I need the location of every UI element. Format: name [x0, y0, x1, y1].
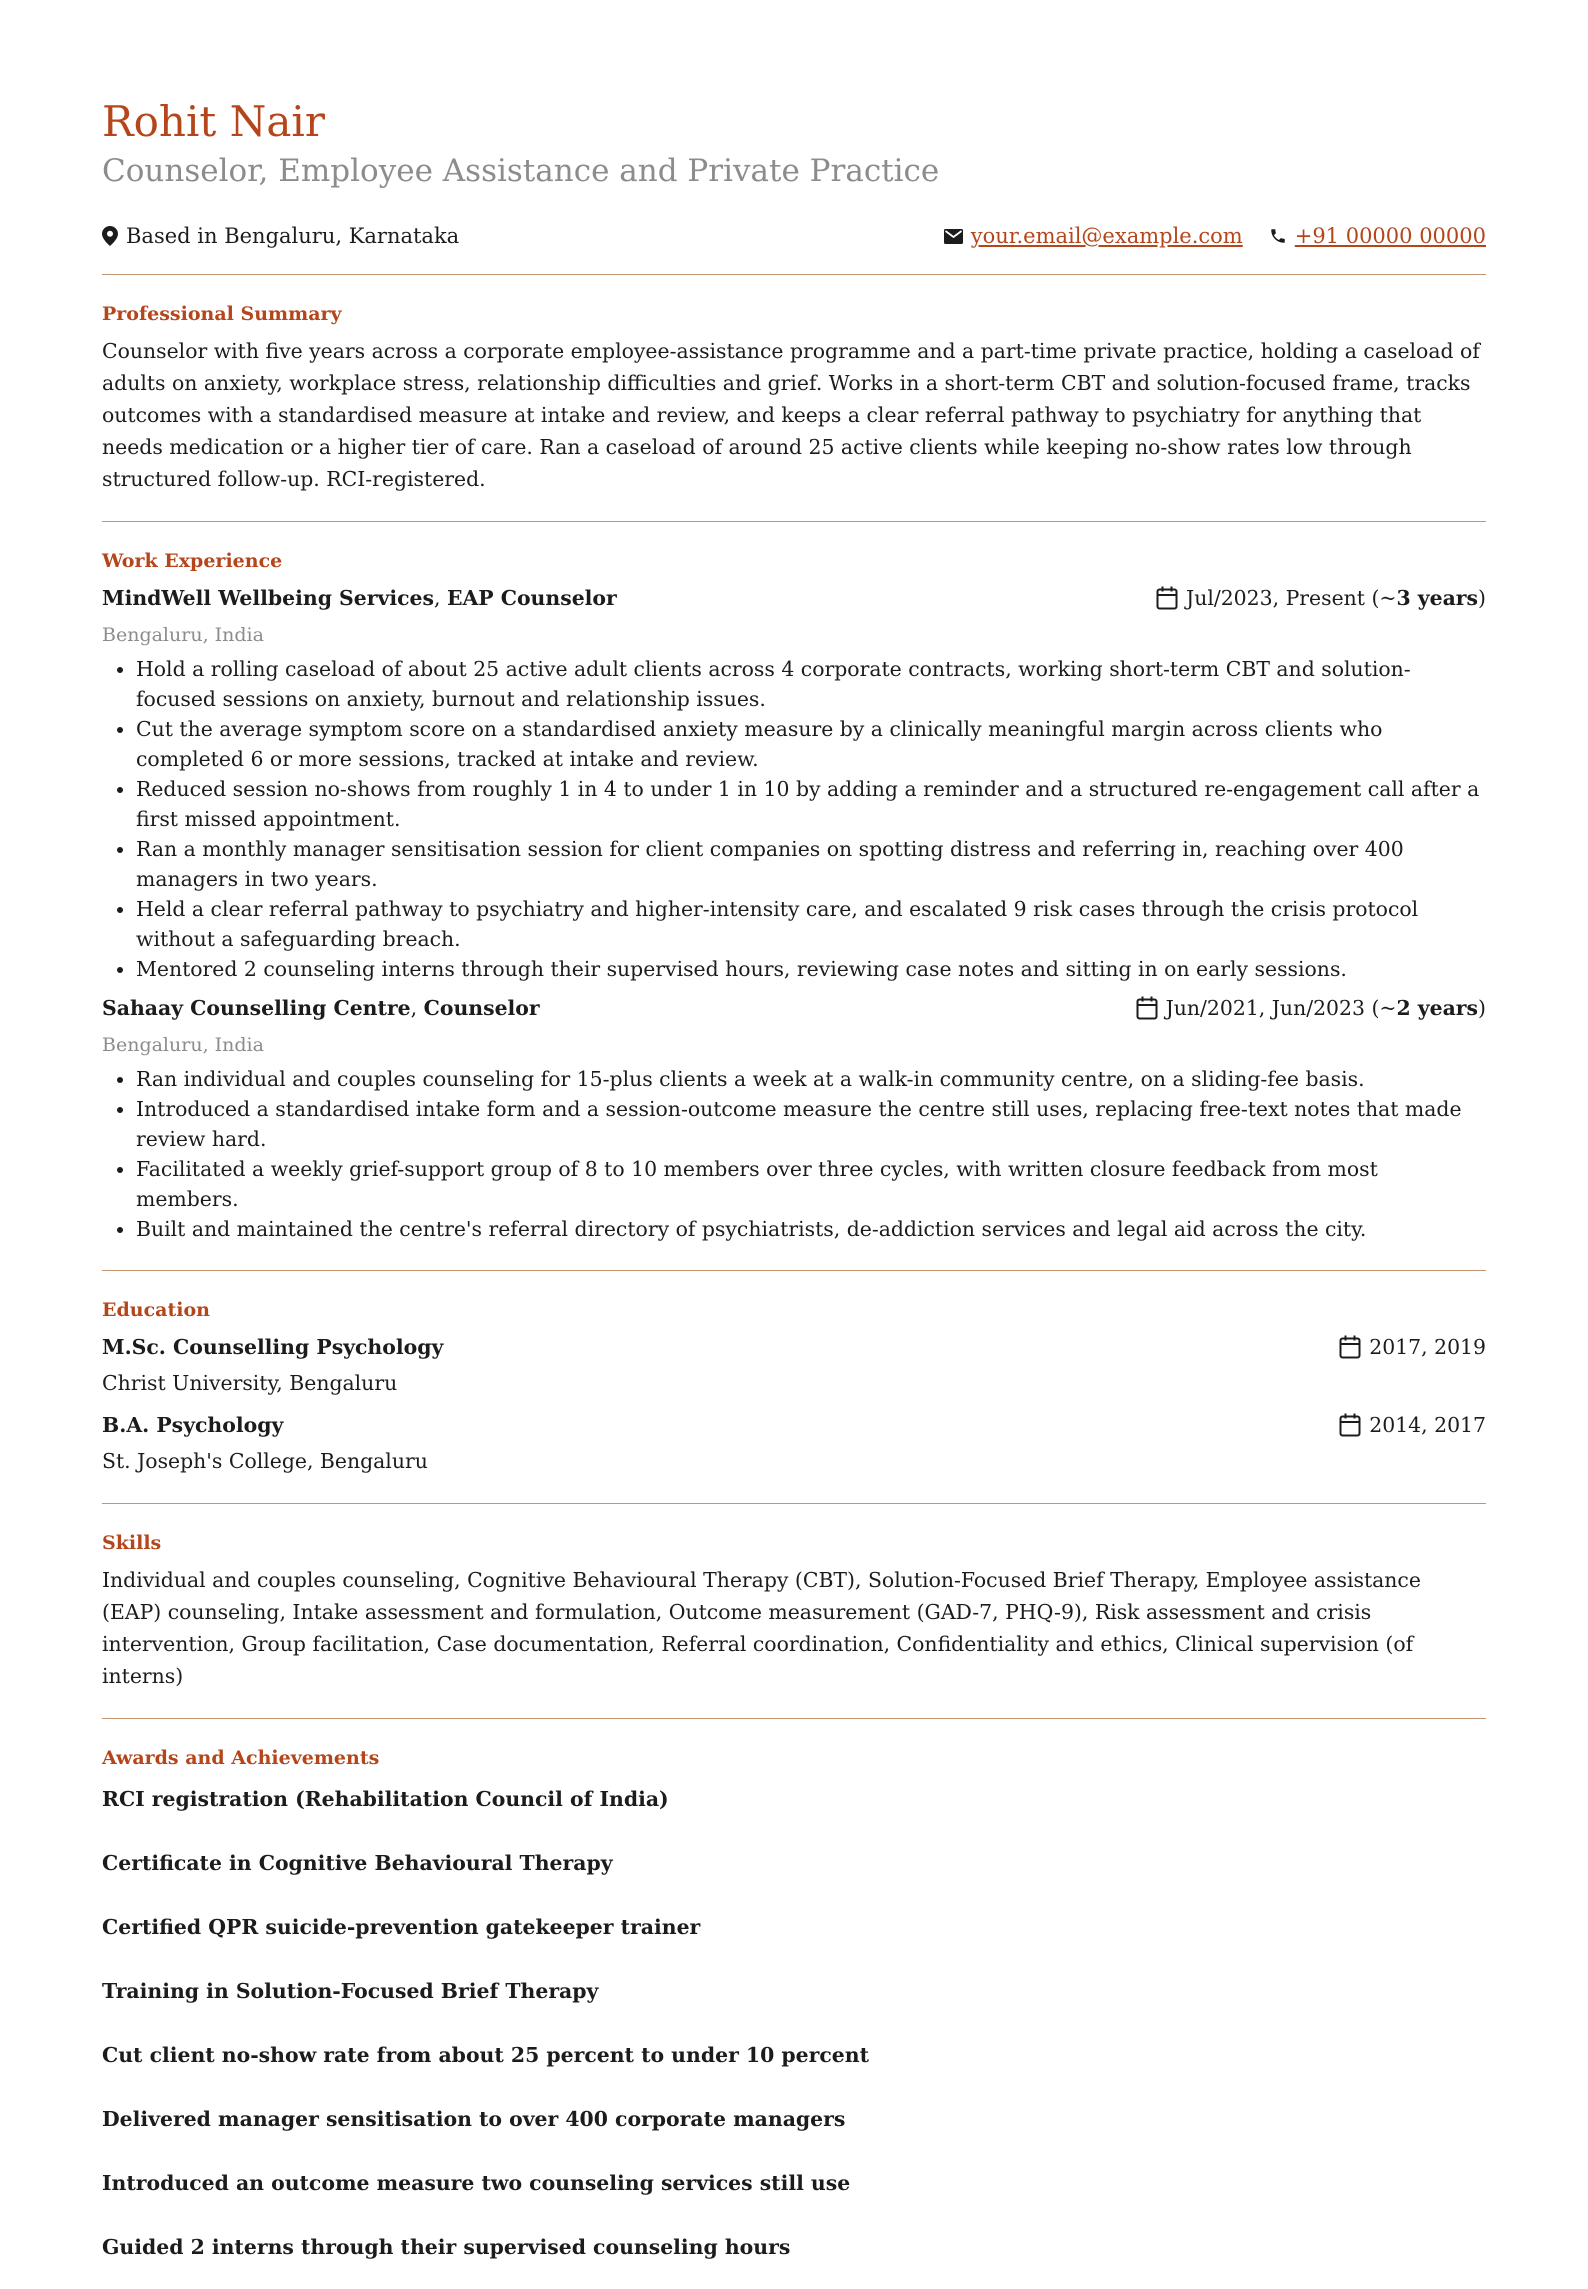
- list-item: • Cut the average symptom score on a standardised anxiety measure by a clinically meaningful margin across clients who completed 6 or more sessions, tracked at intake and review.: [136, 714, 1486, 774]
- location-text: Based in Bengaluru, Karnataka: [126, 224, 460, 248]
- job-location: Bengaluru, India: [102, 1034, 264, 1056]
- job-duration: 2 years: [1396, 996, 1479, 1020]
- education-dates-text: 2014, 2017: [1369, 1413, 1486, 1437]
- calendar-icon: [1339, 1413, 1361, 1437]
- education-school: St. Joseph's College, Bengaluru: [102, 1449, 428, 1473]
- email-item[interactable]: [944, 224, 1243, 248]
- skills-section: [102, 1504, 1486, 1718]
- list-item: • Held a clear referral pathway to psychiatry and higher-intensity care, and escalated 9 risk cases through the crisis protocol without a safeguarding breach.: [136, 894, 1486, 954]
- job-dates: [1156, 582, 1486, 614]
- education-dates: [1339, 1331, 1486, 1363]
- job-dates: [1136, 992, 1486, 1024]
- list-item: • Ran individual and couples counseling for 15-plus clients a week at a walk-in community centre, on a sliding-fee basis.: [136, 1064, 1486, 1094]
- award-item: Guided 2 interns through their supervised counseling hours: [102, 2235, 791, 2259]
- candidate-name: Rohit Nair: [102, 97, 325, 146]
- list-item: • Introduced a standardised intake form and a session-outcome measure the centre still uses, replacing free-text notes that made review hard.: [136, 1094, 1486, 1154]
- list-item: • Ran a monthly manager sensitisation session for client companies on spotting distress and referring in, reaching over 400 managers in two years.: [136, 834, 1486, 894]
- location-item: [102, 224, 459, 248]
- award-item: Cut client no-show rate from about 25 percent to under 10 percent: [102, 2043, 869, 2067]
- job-location: Bengaluru, India: [102, 624, 264, 646]
- education-entry: [102, 1331, 1486, 1399]
- job-bullets: [102, 654, 1486, 984]
- job-role: EAP Counselor: [446, 586, 617, 610]
- skills-title: Skills: [102, 1532, 162, 1554]
- job-org: Sahaay Counselling Centre: [102, 996, 411, 1020]
- contact-row: [102, 220, 1486, 252]
- education-school: Christ University, Bengaluru: [102, 1371, 398, 1395]
- calendar-icon: [1339, 1335, 1361, 1359]
- job-title: Sahaay Counselling Centre, Counselor: [102, 996, 540, 1020]
- education-entry: [102, 1409, 1486, 1477]
- calendar-icon: [1136, 996, 1158, 1020]
- summary-text: Counselor with five years across a corporate employee-assistance programme and a part-time private practice, holding a caseload of adults on anxiety, workplace stress, relationship difficulties and grief. Works in a short-term CBT and solution-focused frame, tracks outcomes with a standardised measure at intake and review, and keeps a clear referral pathway to psychiatry for anything that needs medication or a higher tier of care. Ran a caseload of around 25 active clients while keeping no-show rates low through structured follow-up. RCI-registered.: [102, 339, 1480, 491]
- calendar-icon: [1156, 586, 1178, 610]
- job-dates-suffix: ): [1478, 996, 1486, 1020]
- job-header: [102, 992, 1486, 1024]
- summary-title: Professional Summary: [102, 303, 342, 325]
- job-entry: [102, 582, 1486, 984]
- education-dates: [1339, 1409, 1486, 1441]
- phone-icon: [1269, 227, 1287, 245]
- job-title: MindWell Wellbeing Services, EAP Counselor: [102, 586, 617, 610]
- list-item: • Mentored 2 counseling interns through their supervised hours, reviewing case notes and sitting in on early sessions.: [136, 954, 1486, 984]
- map-pin-icon: [102, 226, 118, 246]
- list-item: • Built and maintained the centre's referral directory of psychiatrists, de-addiction services and legal aid across the city.: [136, 1214, 1486, 1244]
- education-degree: B.A. Psychology: [102, 1413, 284, 1437]
- job-dates-suffix: ): [1478, 586, 1486, 610]
- experience-title: Work Experience: [102, 550, 283, 572]
- job-org: MindWell Wellbeing Services: [102, 586, 434, 610]
- skills-text: Individual and couples counseling, Cognitive Behavioural Therapy (CBT), Solution-Focused Brief Therapy, Employee assistance (EAP) counseling, Intake assessment and formulation, Outcome measurement (GAD-7, PHQ-9), Risk assessment and crisis intervention, Group facilitation, Case documentation, Referral coordination, Confidentiality and ethics, Clinical supervision (of interns): [102, 1568, 1421, 1688]
- award-item: Certified QPR suicide-prevention gatekeeper trainer: [102, 1915, 701, 1939]
- award-item: Certificate in Cognitive Behavioural Therapy: [102, 1851, 613, 1875]
- experience-section: [102, 522, 1486, 1270]
- envelope-icon: [944, 229, 963, 244]
- award-item: Introduced an outcome measure two counseling services still use: [102, 2171, 851, 2195]
- job-entry: [102, 992, 1486, 1244]
- education-section: [102, 1271, 1486, 1503]
- awards-title: Awards and Achievements: [102, 1747, 380, 1769]
- education-title: Education: [102, 1299, 210, 1321]
- awards-list: [102, 1783, 1486, 2263]
- job-dates-text: Jul/2023, Present (~: [1186, 586, 1397, 610]
- list-item: • Hold a rolling caseload of about 25 active adult clients across 4 corporate contracts, working short-term CBT and solution-focused sessions on anxiety, burnout and relationship issues.: [136, 654, 1486, 714]
- job-dates-text: Jun/2021, Jun/2023 (~: [1165, 996, 1397, 1020]
- award-item: RCI registration (Rehabilitation Council of India): [102, 1787, 669, 1811]
- candidate-headline: Counselor, Employee Assistance and Private Practice: [102, 153, 940, 189]
- award-item: Training in Solution-Focused Brief Therapy: [102, 1979, 599, 2003]
- list-item: • Facilitated a weekly grief-support group of 8 to 10 members over three cycles, with written closure feedback from most members.: [136, 1154, 1486, 1214]
- phone-link[interactable]: +91 00000 00000: [1294, 224, 1486, 248]
- education-dates-text: 2017, 2019: [1369, 1335, 1486, 1359]
- education-degree: M.Sc. Counselling Psychology: [102, 1335, 444, 1359]
- job-bullets: [102, 1064, 1486, 1244]
- award-item: Delivered manager sensitisation to over 400 corporate managers: [102, 2107, 846, 2131]
- job-header: [102, 582, 1486, 614]
- phone-item[interactable]: [1269, 224, 1486, 248]
- job-role: Counselor: [423, 996, 540, 1020]
- summary-section: [102, 275, 1486, 521]
- list-item: • Reduced session no-shows from roughly 1 in 4 to under 1 in 10 by adding a reminder and a structured re-engagement call after a first missed appointment.: [136, 774, 1486, 834]
- awards-section: [102, 1719, 1486, 2289]
- job-duration: 3 years: [1396, 586, 1479, 610]
- email-link[interactable]: your.email@example.com: [970, 224, 1243, 248]
